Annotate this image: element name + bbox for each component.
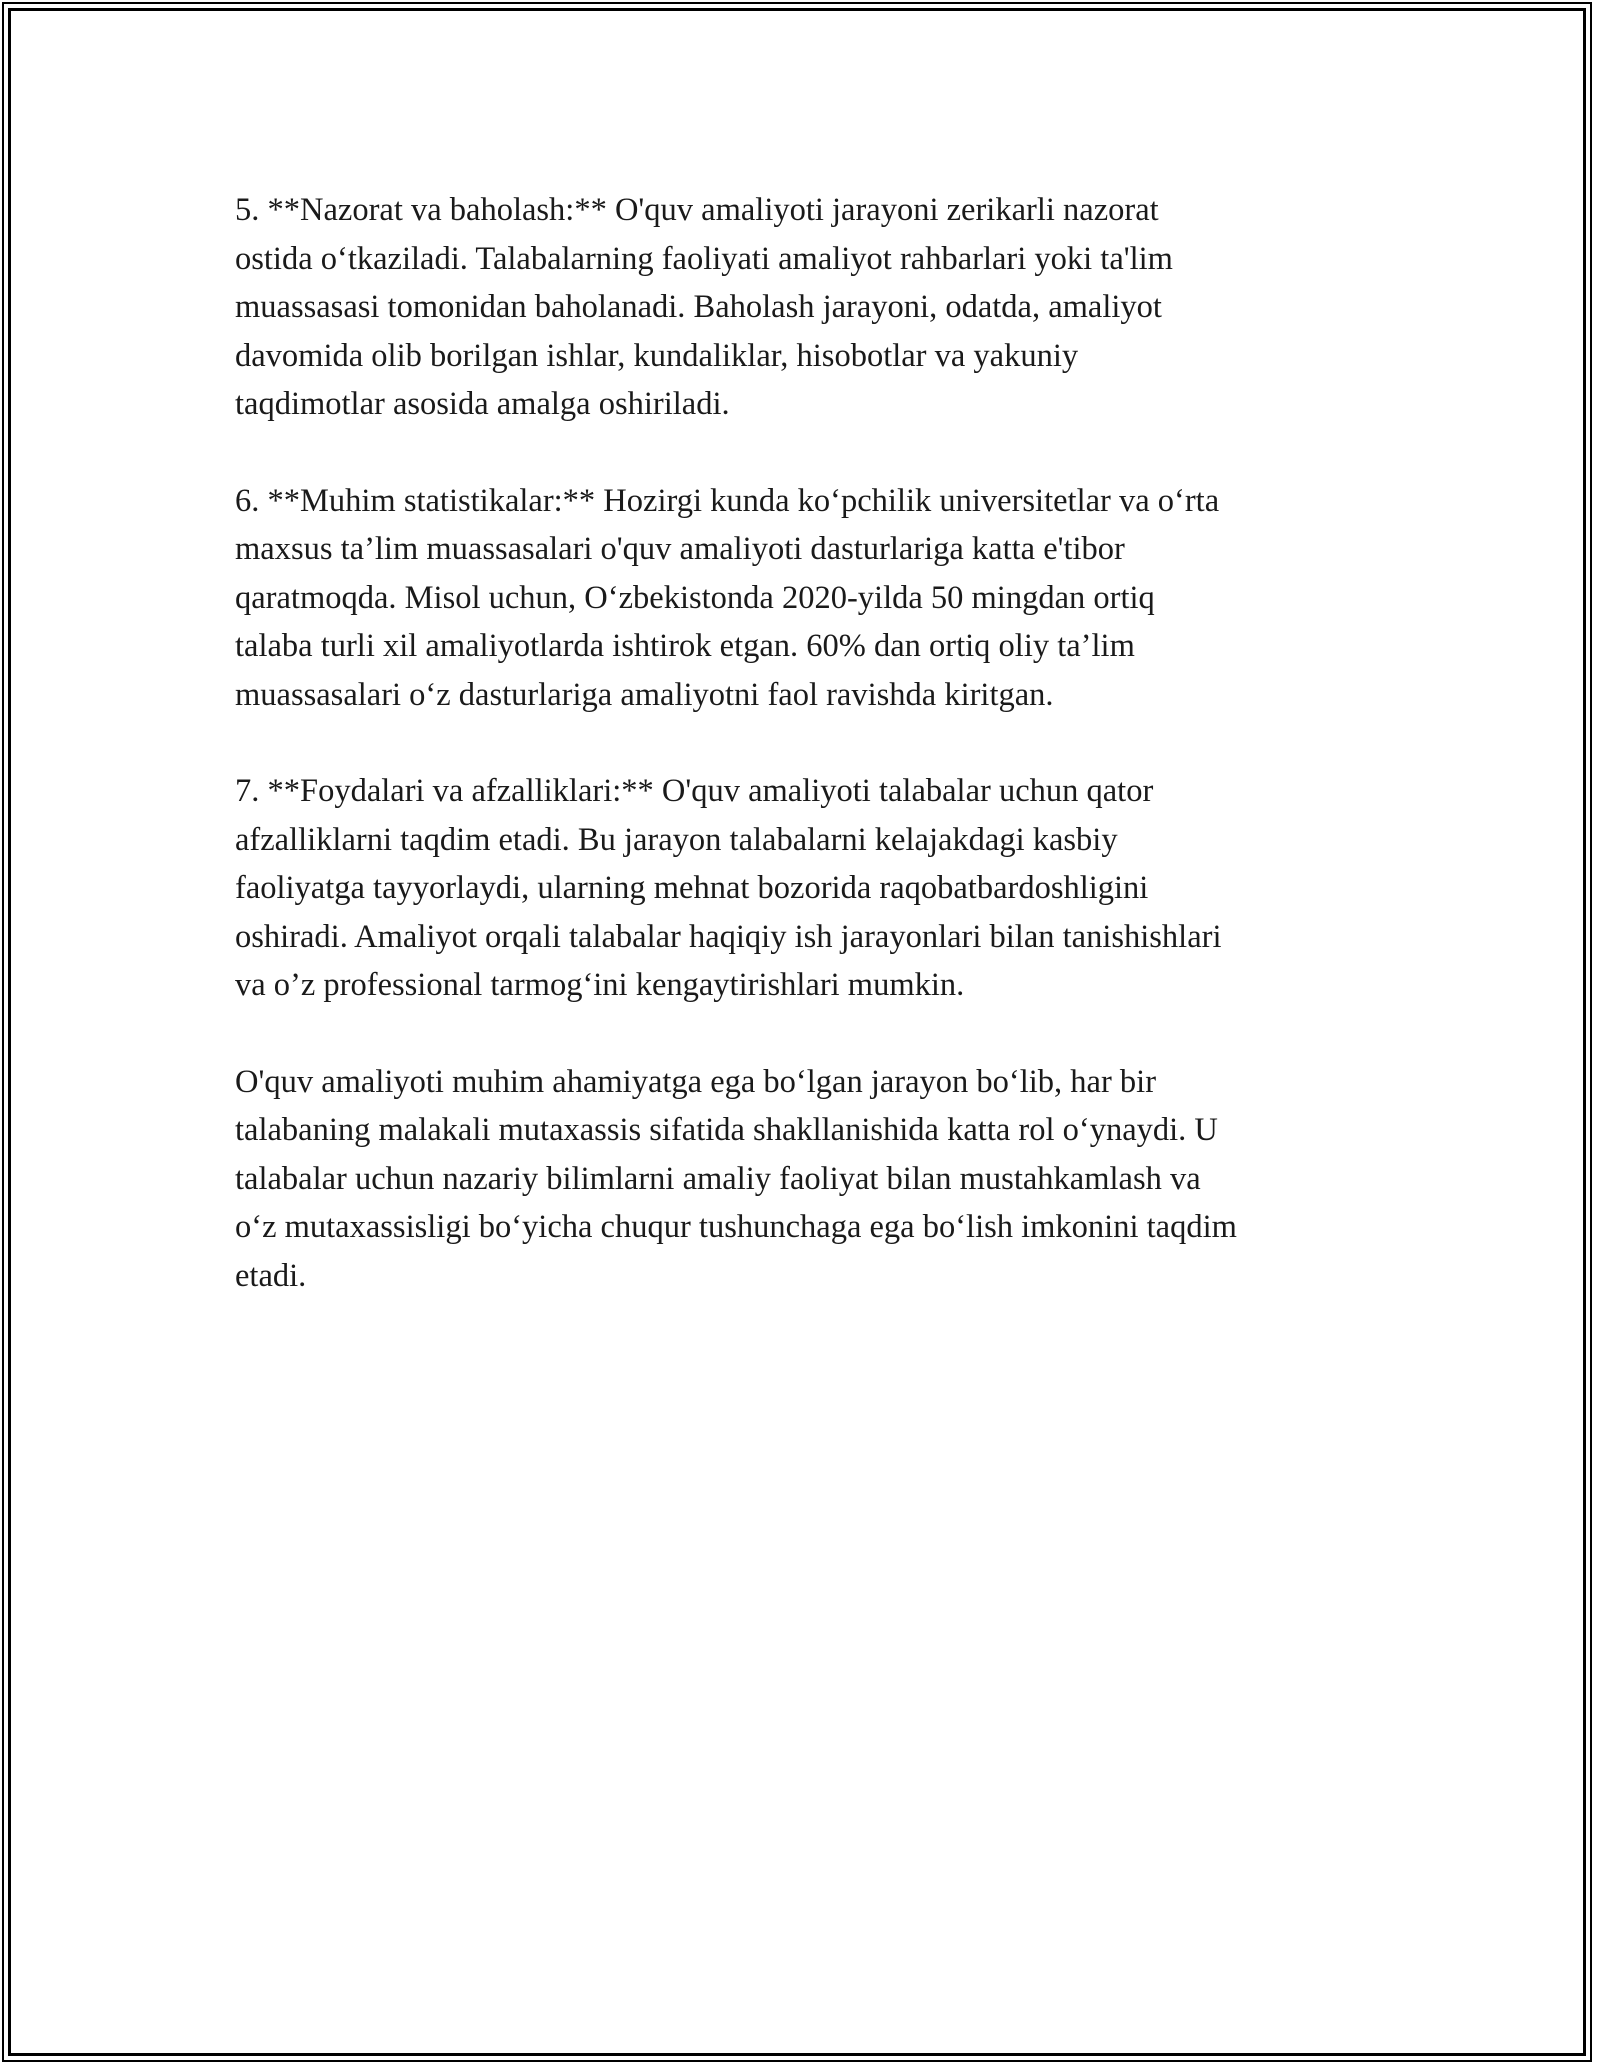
paragraph-muhim-statistikalar: 6. **Muhim statistikalar:** Hozirgi kunda ko‘pchilik universitetlar va o‘rta maxsus ta’lim muassasalari o'quv amaliyoti dasturlariga katta e'tibor qaratmoqda. Misol uchun, O‘zbekistonda 2020-yilda 50 mingdan ortiq talaba turli xil amaliyotlarda ishtirok etgan. 60% dan ortiq oliy ta’lim muassasalari o‘z dasturlariga amaliyotni faol ravishda kiritgan. <box>235 482 1220 713</box>
paragraph-nazorat-va-baholash: 5. **Nazorat va baholash:** O'quv amaliyoti jarayoni zerikarli nazorat ostida o‘tkaziladi. Talabalarning faoliyati amaliyot rahbarlari yoki ta'lim muassasasi tomonidan baholanadi. Baholash jarayoni, odatda, amaliyot davomida olib borilgan ishlar, kundaliklar, hisobotlar va yakuniy taqdimotlar asosida amalga oshiriladi. <box>235 192 1173 422</box>
paragraph-conclusion: O'quv amaliyoti muhim ahamiyatga ega bo‘lgan jarayon bo‘lib, har bir talabaning malakali mutaxassis sifatida shakllanishida katta rol o‘ynaydi. U talabalar uchun nazariy bilimlarni amaliy faoliyat bilan mustahkamlash va o‘z mutaxassisligi bo‘yicha chuqur tushunchaga ega bo‘lish imkonini taqdim etadi. <box>235 1063 1237 1294</box>
document-body <box>235 186 1375 1348</box>
paragraph-foydalari-va-afzalliklari: 7. **Foydalari va afzalliklari:** O'quv amaliyoti talabalar uchun qator afzalliklarni taqdim etadi. Bu jarayon talabalarni kelajakdagi kasbiy faoliyatga tayyorlaydi, ularning mehnat bozorida raqobatbardoshligini oshiradi. Amaliyot orqali talabalar haqiqiy ish jarayonlari bilan tanishishlari va o’z professional tarmog‘ini kengaytirishlari mumkin. <box>235 773 1222 1003</box>
